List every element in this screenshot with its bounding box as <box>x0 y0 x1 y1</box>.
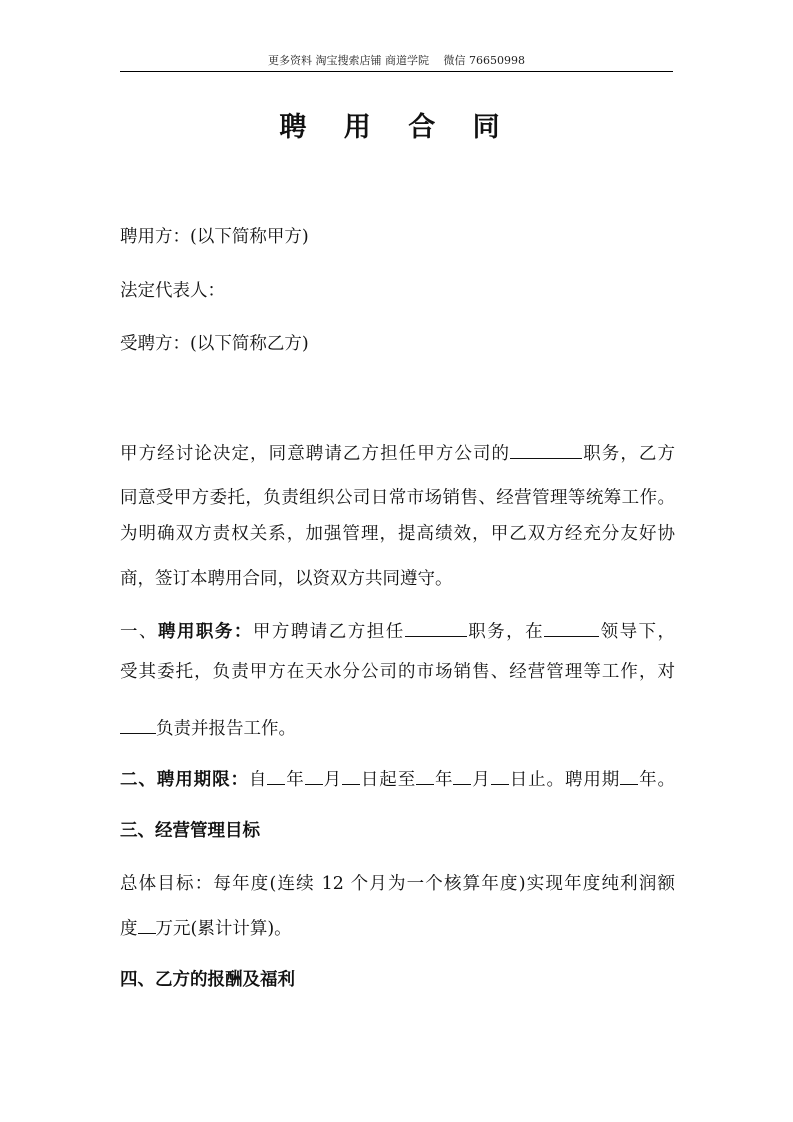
section2-heading: 二、聘用期限： <box>120 770 249 790</box>
month-label: 月 <box>471 770 491 790</box>
section1-number: 一、 <box>120 622 158 642</box>
intro-line-3: 为明确双方责权关系，加强管理，提高绩效，甲乙双方经充分友好协 <box>120 524 675 544</box>
section1-text-b: 职务，在 <box>466 622 545 642</box>
section3-text-2b: 万元(累计计算)。 <box>155 919 292 939</box>
start-day-blank[interactable] <box>342 765 360 785</box>
supervisor-blank[interactable] <box>544 617 599 637</box>
legal-rep-line: 法定代表人： <box>120 281 225 301</box>
intro-line-2: 同意受甲方委托，负责组织公司日常市场销售、经营管理等统筹工作。 <box>120 488 675 508</box>
employer-line: 聘用方：(以下简称甲方) <box>120 227 309 247</box>
section1-text-3: 负责并报告工作。 <box>156 719 296 739</box>
page-header: 更多资料 淘宝搜索店铺 商道学院 微信 76650998 <box>268 54 525 67</box>
start-month-blank[interactable] <box>305 765 323 785</box>
intro-text-1a: 甲方经讨论决定，同意聘请乙方担任甲方公司的 <box>120 444 511 464</box>
section2-line <box>120 765 675 793</box>
section3-line-1: 总体目标：每年度(连续 12 个月为一个核算年度)实现年度纯利润额 <box>120 874 675 894</box>
intro-line-4: 商，签订本聘用合同，以资双方共同遵守。 <box>120 569 453 589</box>
section3-heading: 三、经营管理目标 <box>120 821 260 841</box>
end-day-blank[interactable] <box>491 765 509 785</box>
section1-line-3 <box>120 714 675 742</box>
month-label: 月 <box>322 770 342 790</box>
header-rule <box>120 71 673 72</box>
section1-text-a: 甲方聘请乙方担任 <box>252 622 405 642</box>
job-title-blank[interactable] <box>405 617 467 637</box>
employee-line: 受聘方：(以下简称乙方) <box>120 334 309 354</box>
report-to-blank[interactable] <box>120 714 156 734</box>
term-label: 日止。聘用期 <box>508 770 621 790</box>
section1-line-1 <box>120 617 675 645</box>
section4-heading: 四、乙方的报酬及福利 <box>120 970 295 990</box>
term-years-blank[interactable] <box>620 765 638 785</box>
from-label: 自 <box>248 770 268 790</box>
years-label: 年。 <box>638 770 676 790</box>
year-label: 年 <box>285 770 305 790</box>
year-label: 年 <box>434 770 454 790</box>
section1-heading: 聘用职务： <box>157 622 253 642</box>
section1-line-2: 受其委托，负责甲方在天水分公司的市场销售、经营管理等工作，对 <box>120 662 675 682</box>
section3-text-2a: 度 <box>120 919 138 939</box>
start-year-blank[interactable] <box>267 765 285 785</box>
end-month-blank[interactable] <box>453 765 471 785</box>
intro-text-1b: 职务，乙方 <box>582 444 676 464</box>
document-title: 聘 用 合 同 <box>279 112 514 143</box>
end-year-blank[interactable] <box>416 765 434 785</box>
section3-line-2 <box>120 914 675 942</box>
position-blank[interactable] <box>510 439 582 459</box>
intro-line-1 <box>120 439 675 467</box>
section1-text-c: 领导下， <box>599 622 676 642</box>
profit-target-blank[interactable] <box>138 914 156 934</box>
until-label: 日起至 <box>359 770 417 790</box>
